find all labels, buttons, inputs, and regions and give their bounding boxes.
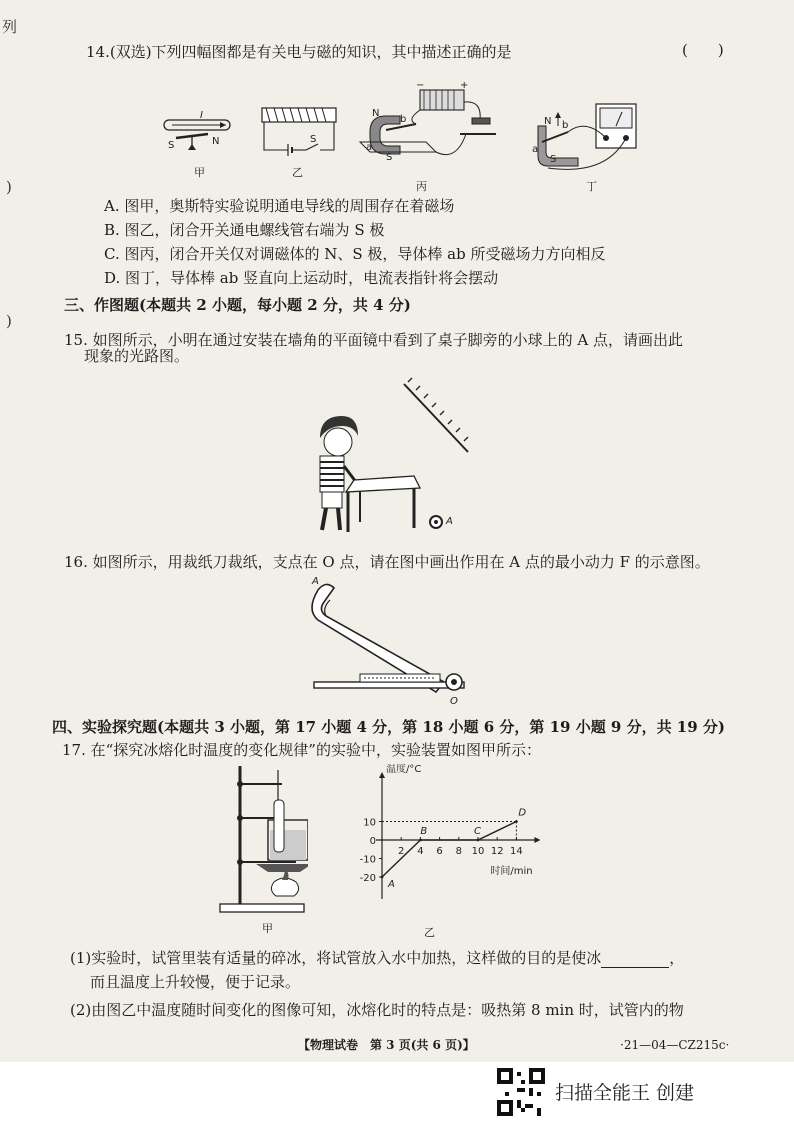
y-tick-label: 0 (369, 836, 376, 847)
table-figure (346, 476, 420, 532)
boy-figure (320, 416, 358, 530)
heating-apparatus-figure (216, 760, 308, 916)
margin-mark: 列 (2, 18, 18, 36)
svg-text:a: a (532, 144, 539, 155)
svg-text:N: N (372, 108, 380, 119)
y-tick-label: -10 (359, 854, 376, 866)
sub-question-1-line2: 而且温度上升较慢，便于记录。 (90, 973, 301, 991)
figure-label-bing: 丙 (416, 180, 427, 193)
point-a-label: A (446, 516, 453, 527)
option-d: D. 图丁，导体棒 ab 竖直向上运动时，电流表指针将会摆动 (104, 269, 499, 287)
x-axis-arrow (534, 837, 540, 843)
figure-label-yi: 乙 (292, 166, 303, 179)
induction-figure (526, 98, 646, 176)
y-axis-label: 温度/°C (386, 764, 422, 775)
data-point (381, 876, 384, 879)
section-4-heading: 四、实验探究题(本题共 3 小题，第 17 小题 4 分，第 18 小题 6 分，第 19 小题 9 分，共 19 分) (52, 718, 725, 736)
point-label: D (518, 807, 527, 819)
question-17-stem: 17. 在“探究冰熔化时温度的变化规律”的实验中，实验装置如图甲所示： (62, 741, 541, 759)
figure-label-ding: 丁 (586, 180, 597, 193)
svg-text:S: S (168, 140, 175, 151)
qr-code-icon (497, 1068, 545, 1116)
mirror-scene-figure (300, 376, 490, 536)
solenoid-figure (258, 104, 340, 162)
scanner-watermark: 扫描全能王 创建 (555, 1082, 695, 1104)
x-tick-label: 12 (490, 846, 504, 857)
svg-text:I: I (200, 110, 203, 121)
svg-text:+: + (460, 80, 469, 91)
option-a: A. 图甲，奥斯特实验说明通电导线的周围存在着磁场 (104, 197, 455, 215)
motor-principle-figure (356, 80, 506, 168)
sub-question-1-line1: (1)实验时，试管里装有适量的碎冰，将试管放入水中加热，这样做的目的是使冰 ， (70, 949, 685, 967)
svg-text:N: N (544, 116, 552, 127)
x-tick-label: 2 (398, 846, 405, 857)
label-a: A (312, 576, 319, 587)
y-tick-label: -20 (359, 873, 376, 884)
temperature-time-chart (340, 764, 540, 924)
question-15-line1: 15. 如图所示，小明在通过安装在墙角的平面镜中看到了桌子脚旁的小球上的 A 点，请画出此 (64, 331, 683, 349)
sub-question-2: (2)由图乙中温度随时间变化的图像可知，冰熔化时的特点是：吸热第 8 min 时，试管内的物 (70, 1001, 684, 1019)
answer-blank[interactable] (601, 953, 669, 968)
footer-page-info: 【物理试卷 第 3 页(共 6 页)】 (298, 1038, 475, 1052)
footer-code: ·21—04—CZ215c· (620, 1038, 730, 1052)
question-16-text: 16. 如图所示，用裁纸刀裁纸，支点在 O 点，请在图中画出作用在 A 点的最小动力 F 的示意图。 (64, 553, 710, 571)
x-axis-label: 时间/min (490, 866, 533, 877)
figure-label-jia-17: 甲 (262, 922, 273, 935)
svg-text:b: b (562, 120, 569, 131)
margin-mark: ) (6, 178, 12, 196)
data-point (515, 820, 518, 823)
figure-label-jia: 甲 (194, 166, 205, 179)
x-tick-label: 4 (417, 846, 424, 857)
x-tick-label: 8 (455, 846, 462, 857)
figure-label-yi-17: 乙 (424, 926, 435, 939)
option-c: C. 图丙，闭合开关仅对调磁体的 N、S 极，导体棒 ab 所受磁场力方向相反 (104, 245, 606, 263)
plane-mirror (404, 378, 468, 452)
svg-text:S: S (310, 134, 317, 145)
svg-text:b: b (400, 114, 407, 125)
section-3-heading: 三、作图题(本题共 2 小题，每小题 2 分，共 4 分) (64, 296, 411, 314)
y-axis-arrow (379, 772, 385, 778)
svg-text:a: a (366, 142, 373, 153)
option-b: B. 图乙，闭合开关通电螺线管右端为 S 极 (104, 221, 385, 239)
question-14-stem: 14.(双选)下列四幅图都是有关电与磁的知识，其中描述正确的是 (86, 43, 512, 61)
x-tick-label: 6 (436, 846, 443, 857)
answer-parentheses: ( ) (682, 41, 724, 59)
point-label: C (474, 826, 481, 837)
margin-mark: ) (6, 312, 12, 330)
svg-text:N: N (212, 136, 220, 147)
svg-text:−: − (416, 80, 425, 91)
point-label: B (420, 826, 428, 837)
label-o: O (450, 696, 458, 707)
paper-cutter-figure (300, 572, 480, 708)
x-tick-label: 10 (471, 846, 485, 857)
oersted-experiment-figure (162, 106, 234, 158)
x-tick-label: 14 (510, 846, 523, 857)
data-point (419, 839, 422, 842)
svg-text:S: S (386, 152, 393, 163)
svg-text:S: S (550, 154, 557, 165)
question-15-line2: 现象的光路图。 (84, 347, 190, 365)
y-tick-label: 10 (363, 817, 376, 829)
data-point (477, 839, 480, 842)
point-label: A (388, 879, 395, 890)
